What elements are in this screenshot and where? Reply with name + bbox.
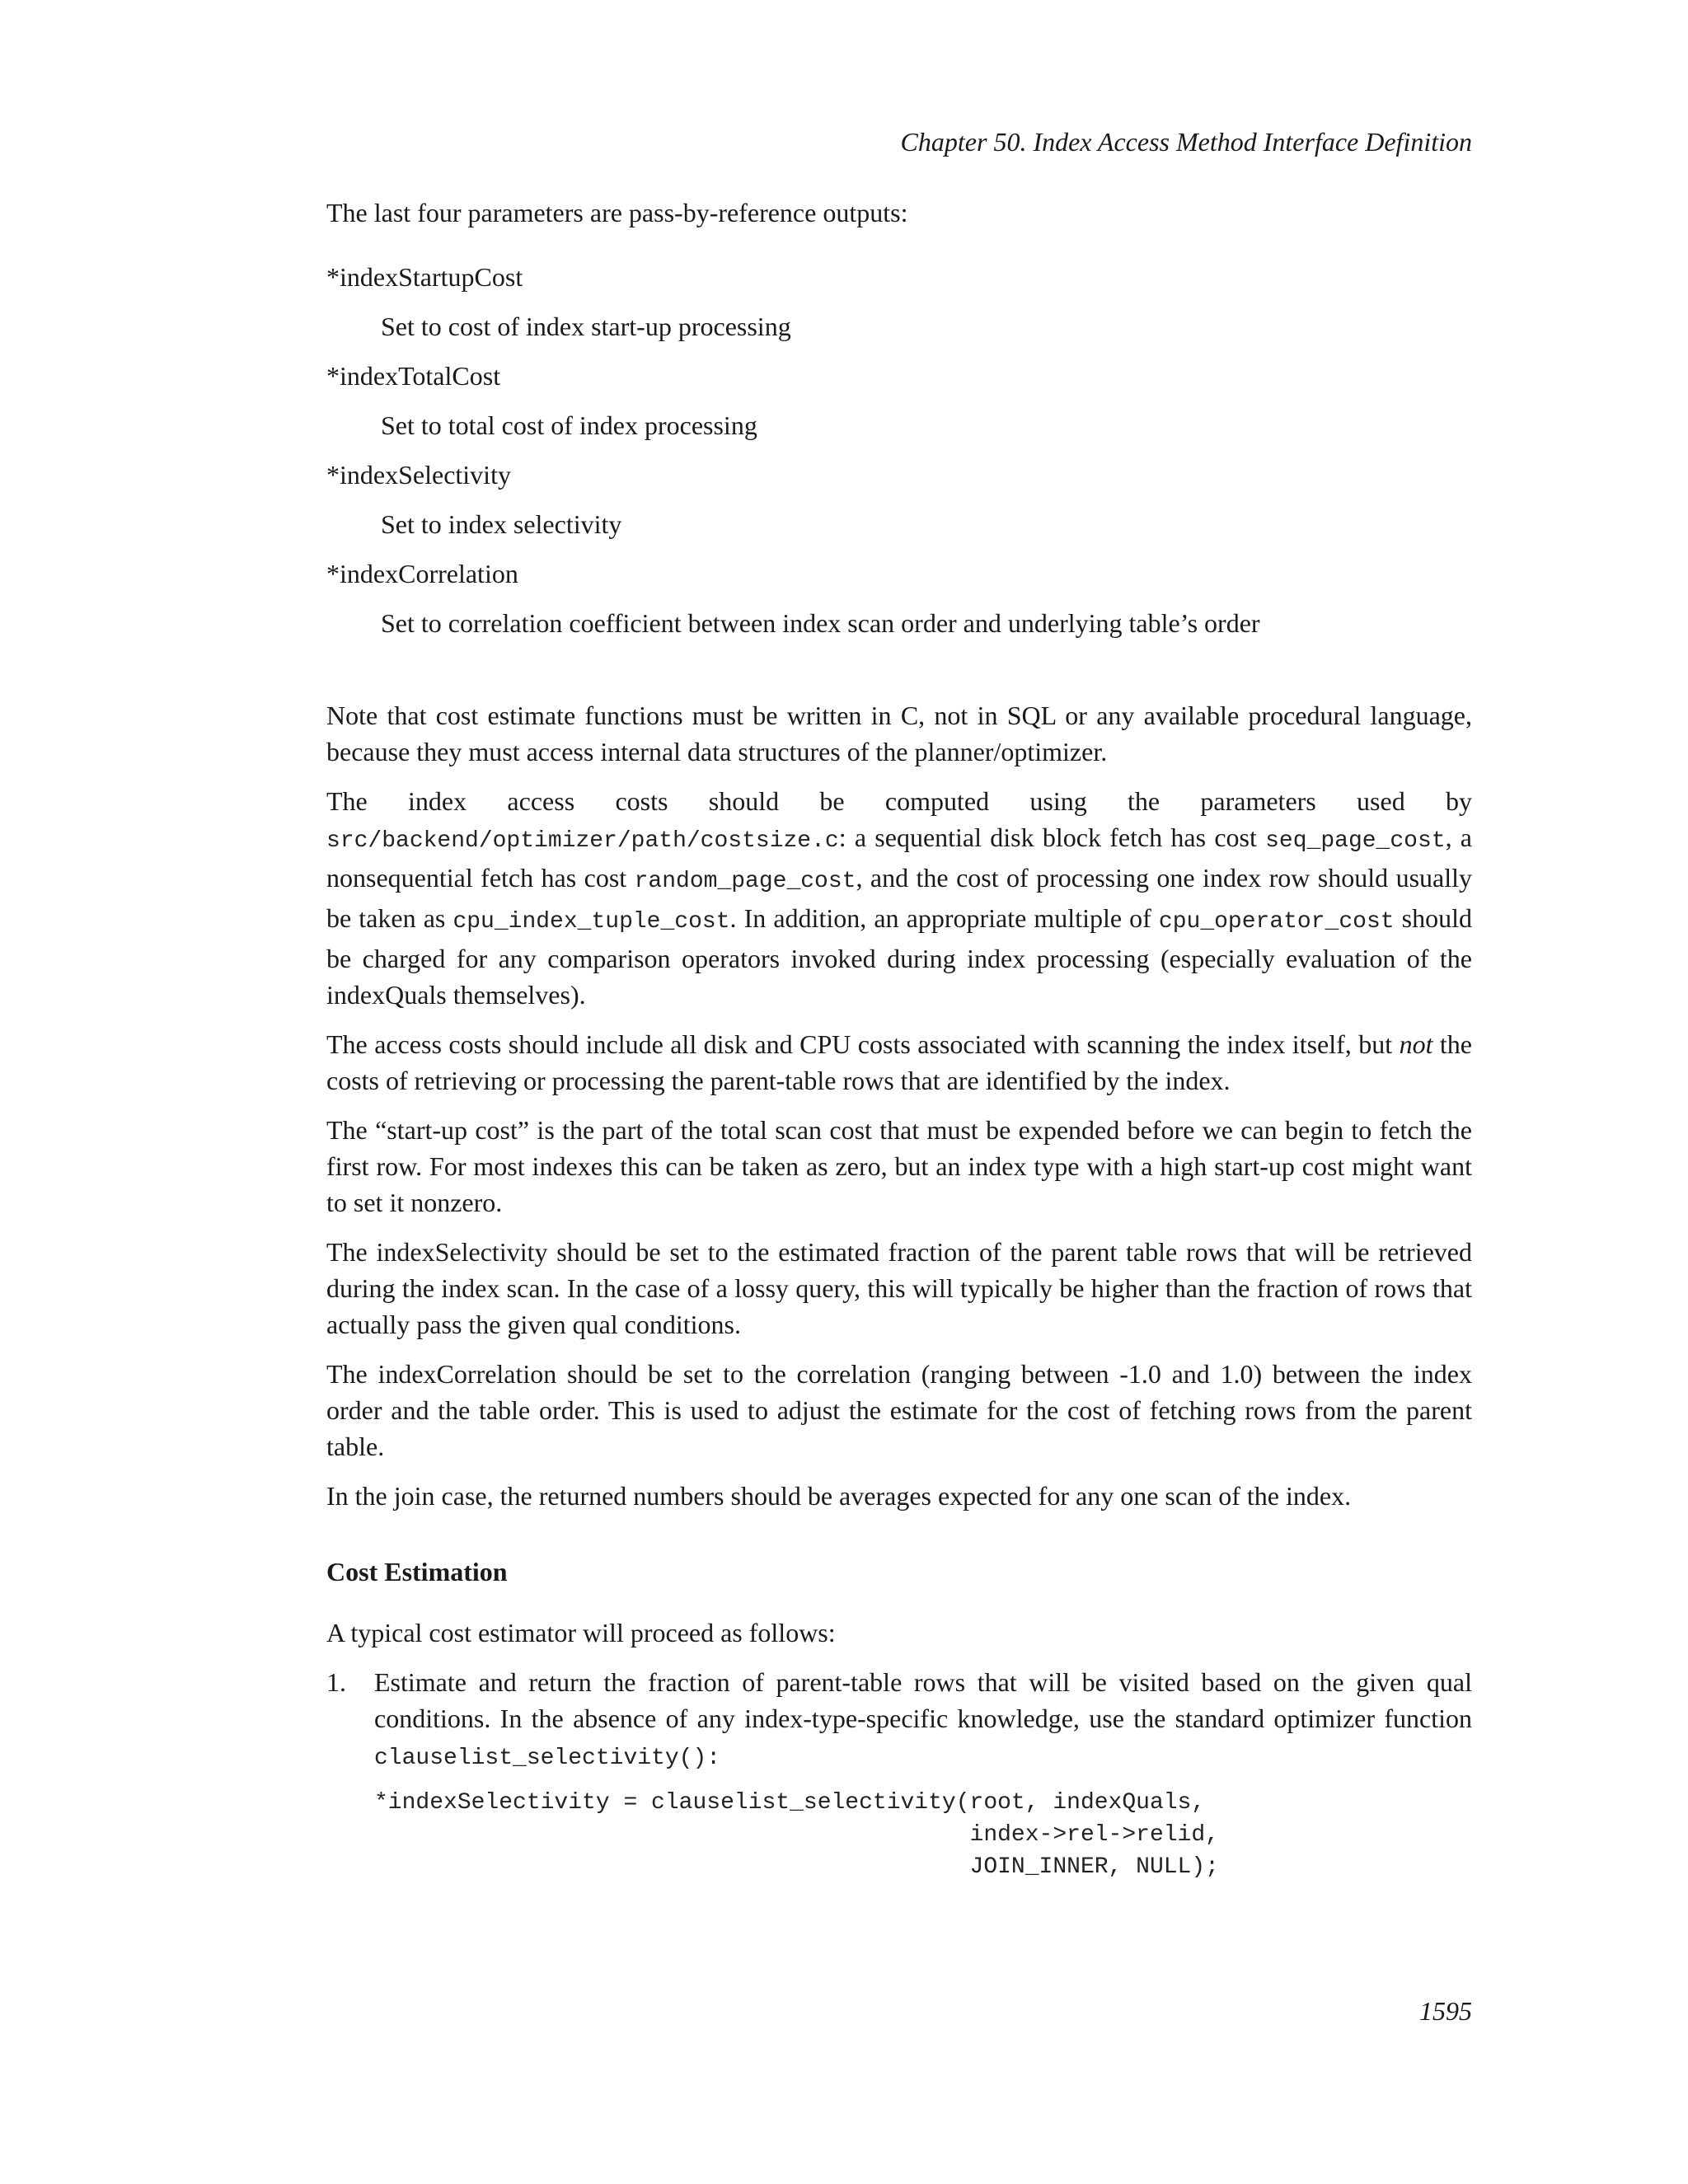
params-intro: The last four parameters are pass-by-reference outputs: [326, 198, 908, 227]
param-term: *indexTotalCost [326, 361, 501, 391]
list-item-text [374, 1664, 1472, 1777]
text: : a sequential disk block fetch has cost [838, 823, 1266, 852]
param-term: *indexStartupCost [326, 262, 523, 292]
list-number: 1. [326, 1667, 346, 1697]
text: Estimate and return the fraction of parent-table rows that will be visited based on the given qual conditions. In the absence of any index-type-specific knowledge, use the standard optimizer function [374, 1667, 1472, 1733]
text: . In addition, an appropriate multiple of [729, 903, 1159, 933]
param-desc: Set to total cost of index processing [381, 410, 757, 440]
section-intro: A typical cost estimator will proceed as follows: [326, 1618, 836, 1647]
code-costsize: src/backend/optimizer/path/costsize.c [326, 828, 839, 854]
text: should be charged for any comparison operators invoked during index processing (especially evaluation of the indexQuals themselves). [326, 903, 1472, 1010]
code-cpu-operator-cost: cpu_operator_cost [1158, 909, 1395, 935]
paragraph-startup-cost: The “start-up cost” is the part of the total scan cost that must be expended before we can begin to fetch the first row. For most indexes this can be taken as zero, but an index type with a high start-up cost might want to set it nonzero. [326, 1115, 1472, 1217]
code-random-page-cost: random_page_cost [634, 869, 856, 894]
code-block: *indexSelectivity = clauselist_selectivity(root, indexQuals, index->rel->relid, JOIN_INNER, NULL); [374, 1790, 1219, 1880]
section-title: Cost Estimation [326, 1557, 508, 1586]
text: The access costs should include all disk and CPU costs associated with scanning the index itself, but [326, 1029, 1400, 1059]
text: , a nonsequential fetch has cost [326, 823, 1473, 893]
code-clauselist-selectivity: clauselist_selectivity(): [374, 1746, 721, 1771]
text: , and the cost of processing one index row should usually be taken as [326, 863, 1473, 933]
list-item [326, 1664, 1472, 1883]
param-term: *indexCorrelation [326, 559, 518, 588]
paragraph-access-costs [326, 1026, 1472, 1099]
paragraph-selectivity: The indexSelectivity should be set to the estimated fraction of the parent table rows that will be retrieved during the index scan. In the case of a lossy query, this will typically be higher than the fraction of rows that actually pass the given qual conditions. [326, 1237, 1472, 1339]
param-desc: Set to cost of index start-up processing [381, 312, 791, 341]
text: The index access costs should be computed using the parameters used by [326, 786, 1472, 816]
emphasis: not [1399, 1029, 1433, 1059]
page-content [326, 194, 1472, 1883]
paragraph-c-functions: Note that cost estimate functions must be written in C, not in SQL or any available procedural language, because they must access internal data structures of the planner/optimizer. [326, 701, 1472, 766]
running-header: Chapter 50. Index Access Method Interface Definition [900, 127, 1472, 157]
param-desc: Set to correlation coefficient between index scan order and underlying table’s order [381, 608, 1260, 638]
code-cpu-index-tuple-cost: cpu_index_tuple_cost [452, 909, 730, 935]
param-desc: Set to index selectivity [381, 509, 622, 539]
code-seq-page-cost: seq_page_cost [1265, 828, 1446, 854]
paragraph-index-costs [326, 783, 1472, 1013]
text: the costs of retrieving or processing the parent-table rows that are identified by the index. [326, 1029, 1473, 1095]
param-term: *indexSelectivity [326, 460, 511, 490]
paragraph-correlation: The indexCorrelation should be set to the correlation (ranging between -1.0 and 1.0) between the index order and the table order. This is used to adjust the estimate for the cost of fetching rows from the parent table. [326, 1359, 1472, 1461]
param-list [326, 259, 1472, 641]
page-number: 1595 [1419, 1996, 1472, 2026]
paragraph-join-case: In the join case, the returned numbers should be averages expected for any one scan of the index. [326, 1481, 1352, 1511]
